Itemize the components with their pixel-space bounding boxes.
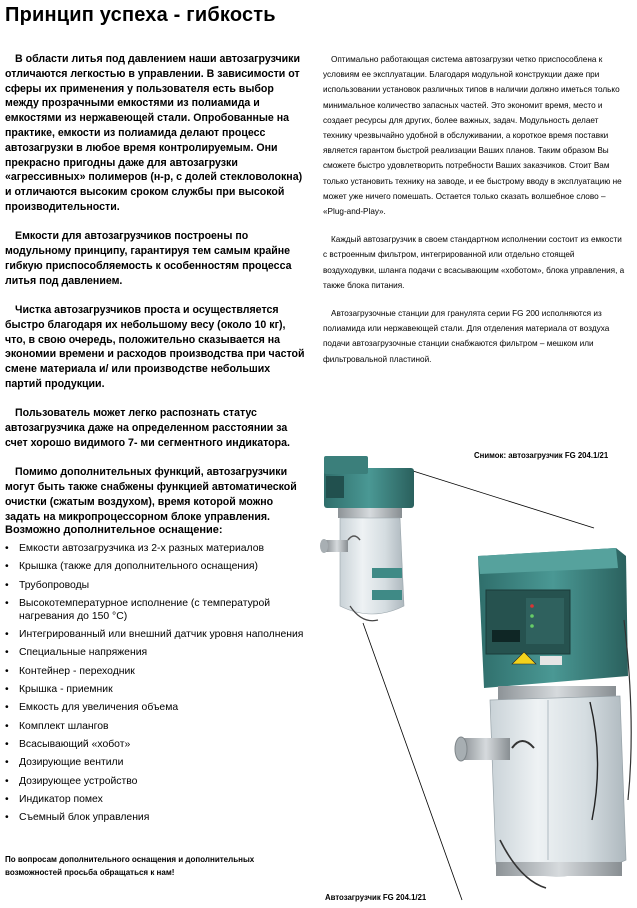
paragraph-standard-equipment: Каждый автозагрузчик в своем стандартном исполнении состоит из емкости с встроенным фильтром, интегрированной или отдельно стоящей воздуходувки, шланга подачи с всасывающим «хоботом», блока управления, а также блока питания. <box>323 235 625 290</box>
paragraph-cleaning-function: Помимо дополнительных функций, автозагрузчики могут быть также снабжены функцией автоматической очистки (сжатым воздухом), время которой можно задать на микропроцессорном блоке управления. <box>5 466 297 523</box>
bullet-icon: • <box>5 597 9 609</box>
list-item: • Контейнер - переходник <box>5 665 135 677</box>
led-indicator <box>530 614 534 618</box>
bullet-icon: • <box>5 665 9 677</box>
list-item: • Высокотемпературное исполнение (с температурой нагревания до 150 °С) <box>5 597 271 622</box>
inlet-pipe <box>462 738 510 760</box>
zoom-line-top <box>413 471 594 528</box>
list-item: • Крышка (также для дополнительного оснащения) <box>5 561 259 573</box>
bullet-icon: • <box>5 579 9 591</box>
zoom-line-bottom <box>363 623 462 900</box>
list-item: • Специальные напряжения <box>5 647 148 659</box>
list-item: • Дозирующие вентили <box>5 757 124 769</box>
photo-caption-top: Снимок: автозагрузчик FG 204.1/21 <box>474 451 609 460</box>
transparent-container <box>490 696 626 876</box>
page-title: Принцип успеха - гибкость <box>5 4 276 26</box>
small-display <box>326 476 344 498</box>
bullet-icon: • <box>5 775 9 787</box>
paragraph-handling: В области литья под давлением наши автозагрузчики отличаются легкостью в управлении. В зависимости от сферы их применения у пользователя есть выбор между прозрачными емкостями из полиамида и емкостями из нержавеющей стали. Опробованные на практике, емкости из полиамида делают процесс автозагрузки в любое время контролируемым. Они прекрасно пригодны даже для автозагрузки «агрессивных» полимеров (н-р, с долей стекловолокна) и отличаются высоким сроком службы при высокой производительности. <box>5 53 303 213</box>
photo-caption-bottom: Автозагрузчик FG 204.1/21 <box>325 893 427 902</box>
list-item: • Съемный блок управления <box>5 812 150 824</box>
led-indicator <box>530 604 534 608</box>
small-loader-photo <box>320 456 414 621</box>
bullet-icon: • <box>5 738 9 750</box>
small-label-1 <box>372 568 402 578</box>
bullet-icon: • <box>5 757 9 769</box>
small-control-top <box>324 456 368 474</box>
list-item: • Крышка - приемник <box>5 684 113 696</box>
small-label-2 <box>372 590 402 600</box>
warning-label <box>540 656 562 665</box>
bullet-icon: • <box>5 561 9 573</box>
paragraph-indicator: Пользователь может легко распознать статус автозагрузчика даже на определенном расстоянии за счет хорошо видимого 7- ми сегментного индикатора. <box>5 407 290 449</box>
bullet-icon: • <box>5 720 9 732</box>
large-loader-photo <box>455 548 631 888</box>
seven-segment-display <box>492 630 520 642</box>
bullet-icon: • <box>5 647 9 659</box>
led-indicator <box>530 624 534 628</box>
options-heading: Возможно дополнительное оснащение: <box>5 524 223 536</box>
bullet-icon: • <box>5 543 9 554</box>
paragraph-modular-system: Оптимально работающая система автозагрузки четко приспособлена к условиям ее эксплуатации. Благодаря модульной конструкции даже при использовании установок различных типов в наличии должно иметься только минимальное количество запасных частей. Это экономит время, место и создает ресурсы для других, более важных, задач. Модульность делает технику чрезвычайно удобной в обслуживании, а короткое время поставки является гарантом быстрой реализации Ваших планов. Таким образом Вы сможете быстро удовлетворить потребности Ваших заказчиков. Стоит Вам только установить технику на заводе, и ее быстрому вводу в эксплуатацию не может уже ничего помешать. Остается только сказать волшебное слово – «Plug-and-Play». <box>323 55 622 217</box>
paragraph-modular: Емкости для автозагрузчиков построены по модульному принципу, гарантируя тем самым крайне гибкую приспособляемость к особенностям процесса литья под давлением. <box>5 230 292 287</box>
bullet-icon: • <box>5 812 9 824</box>
list-item: • Комплект шлангов <box>5 720 109 732</box>
inlet-pipe-end <box>455 737 467 761</box>
bullet-icon: • <box>5 793 9 805</box>
bullet-icon: • <box>5 702 9 714</box>
list-item: • Дозирующее устройство <box>5 775 138 787</box>
list-item: • Индикатор помех <box>5 793 103 805</box>
small-inlet-pipe <box>326 540 348 552</box>
list-item: • Всасывающий «хобот» <box>5 738 131 750</box>
list-item: • Емкости автозагрузчика из 2-х разных материалов <box>5 543 265 554</box>
bullet-icon: • <box>5 629 9 641</box>
small-inlet-end <box>320 539 328 553</box>
list-item: • Емкость для увеличения объема <box>5 702 179 714</box>
paragraph-fg200: Автозагрузочные станции для гранулята серии FG 200 исполняются из полиамида или нержавеющей стали. Для отделения материала от воздуха подачи автозагрузочные станции снабжаются фильтром – мешком или фильтровальной пластиной. <box>323 309 610 364</box>
bullet-icon: • <box>5 684 9 696</box>
paragraph-cleaning: Чистка автозагрузчиков проста и осуществляется быстро благодаря их небольшому весу (около 10 кг), что, в свою очередь, положительно сказывается на экономии времени и расходов производства при частой смене материала и/ или производстве небольших партий продукции. <box>5 303 305 390</box>
small-lid <box>338 508 402 518</box>
list-item: • Трубопроводы <box>5 579 90 591</box>
contact-note: По вопросам дополнительного оснащения и дополнительных возможностей просьба обращаться к нам! <box>5 855 255 877</box>
list-item: • Интегрированный или внешний датчик уровня наполнения <box>5 629 304 641</box>
